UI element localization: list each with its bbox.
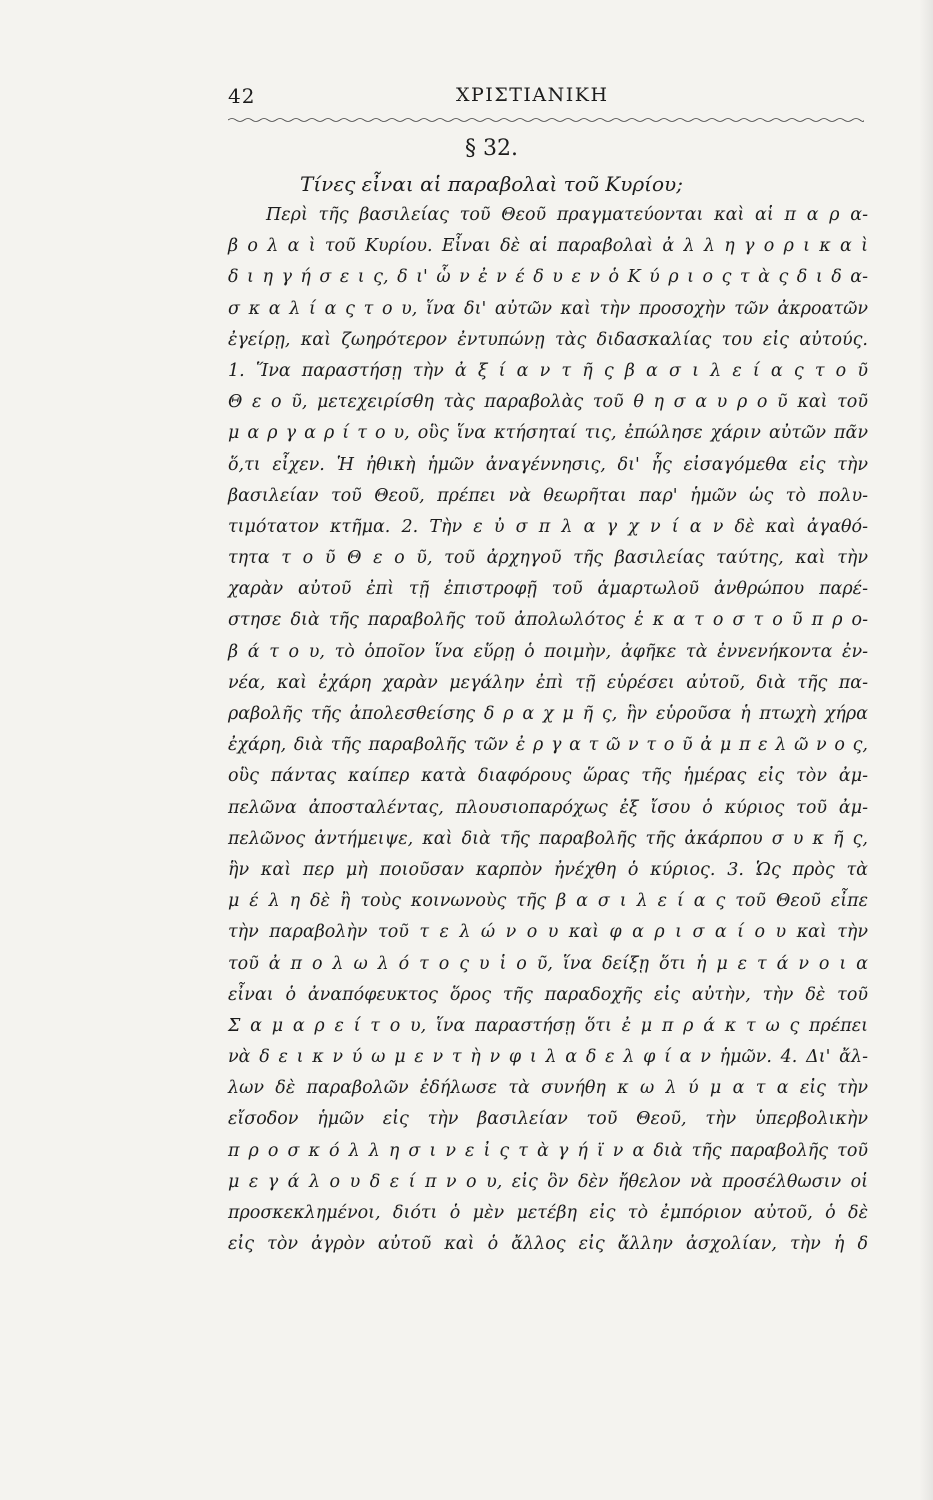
section-number: § 32.: [465, 136, 518, 161]
text-line: ὅ,τι εἶχεν. Ἡ ἠθικὴ ἡμῶν ἀναγέννησις, δι' ἧς εἰσαγόμεθα εἰς τὴν: [228, 454, 868, 475]
section-question: Τίνες εἶναι αἱ παραβολαὶ τοῦ Κυρίου;: [300, 172, 683, 196]
text-line: προσκεκλημένοι, διότι ὁ μὲν μετέβη εἰς τὸ ἐμπόριον αὐτοῦ, ὁ δὲ: [228, 1203, 868, 1223]
text-line: δ ι η γ ή σ ε ι ς, δ ι' ὧ ν ἐ ν έ δ υ ε ν ὁ Κ ύ ρ ι ο ς τ ὰ ς δ ι δ α-: [228, 267, 868, 288]
text-line: πελῶνος ἀντήμειψε, καὶ διὰ τῆς παραβολῆς τῆς ἀκάρπου σ υ κ ῆ ς,: [228, 828, 868, 849]
page-edge: [919, 0, 933, 1500]
text-line: β ά τ ο υ, τὸ ὁποῖον ἵνα εὕρῃ ὁ ποιμὴν, ἀφῆκε τὰ ἐννενήκοντα ἐν-: [228, 641, 868, 662]
text-line: σ κ α λ ί α ς τ ο υ, ἵνα δι' αὐτῶν καὶ τὴν προσοχὴν τῶν ἀκροατῶν: [228, 298, 868, 319]
page-number: 42: [228, 84, 256, 108]
page-header: [228, 84, 864, 114]
text-line: χαρὰν αὐτοῦ ἐπὶ τῇ ἐπιστροφῇ τοῦ ἁμαρτωλοῦ ἀνθρώπου παρέ-: [228, 579, 868, 600]
text-line: μ α ρ γ α ρ ί τ ο υ, οὓς ἵνα κτήσηταί τις, ἐπώλησε χάριν αὐτῶν πᾶν: [228, 423, 868, 444]
text-line: π ρ ο σ κ ό λ λ η σ ι ν ε ἰ ς τ ὰ γ ή ϊ ν α διὰ τῆς παραβολῆς τοῦ: [228, 1140, 868, 1161]
text-line: β ο λ α ὶ τοῦ Κυρίου. Εἶναι δὲ αἱ παραβολαὶ ἀ λ λ η γ ο ρ ι κ α ὶ: [228, 236, 868, 257]
text-line: Περὶ τῆς βασιλείας τοῦ Θεοῦ πραγματεύονται καὶ αἱ π α ρ α-: [266, 205, 868, 225]
wavy-rule: [228, 117, 864, 123]
text-line: βασιλείαν τοῦ Θεοῦ, πρέπει νὰ θεωρῆται παρ' ἡμῶν ὡς τὸ πολυ-: [228, 485, 868, 506]
text-line: τιμότατον κτῆμα. 2. Τὴν ε ὐ σ π λ α γ χ ν ί α ν δὲ καὶ ἀγαθό-: [228, 516, 868, 537]
text-line: νέα, καὶ ἐχάρη χαρὰν μεγάλην ἐπὶ τῇ εὑρέσει αὐτοῦ, διὰ τῆς πα-: [228, 672, 868, 693]
text-line: μ έ λ η δὲ ἢ τοὺς κοινωνοὺς τῆς β α σ ι λ ε ί α ς τοῦ Θεοῦ εἶπε: [228, 891, 868, 912]
text-line: τοῦ ἀ π ο λ ω λ ό τ ο ς υ ἱ ο ῦ, ἵνα δείξῃ ὅτι ἡ μ ε τ ά ν ο ι α: [228, 953, 868, 974]
text-line: ἣν καὶ περ μὴ ποιοῦσαν καρπὸν ἠνέχθη ὁ κύριος. 3. Ὡς πρὸς τὰ: [228, 859, 868, 880]
text-line: τητα τ ο ῦ Θ ε ο ῦ, τοῦ ἀρχηγοῦ τῆς βασιλείας ταύτης, καὶ τὴν: [228, 548, 868, 569]
body-text: [228, 200, 868, 1260]
text-line: ἐγείρῃ, καὶ ζωηρότερον ἐντυπώνῃ τὰς διδασκαλίας του εἰς αὐτούς.: [228, 329, 868, 350]
text-line: νὰ δ ε ι κ ν ύ ω μ ε ν τ ὴ ν φ ι λ α δ ε λ φ ί α ν ἡμῶν. 4. Δι' ἄλ-: [228, 1047, 868, 1068]
text-line: πελῶνα ἀποσταλέντας, πλουσιοπαρόχως ἐξ ἴσου ὁ κύριος τοῦ ἀμ-: [228, 797, 868, 818]
text-line: Θ ε ο ῦ, μετεχειρίσθη τὰς παραβολὰς τοῦ θ η σ α υ ρ ο ῦ καὶ τοῦ: [228, 392, 868, 413]
text-line: εἶναι ὁ ἀναπόφευκτος ὅρος τῆς παραδοχῆς εἰς αὐτὴν, τὴν δὲ τοῦ: [228, 984, 868, 1005]
text-line: οὓς πάντας καίπερ κατὰ διαφόρους ὥρας τῆς ἡμέρας εἰς τὸν ἀμ-: [228, 766, 868, 787]
text-line: ραβολῆς τῆς ἀπολεσθείσης δ ρ α χ μ ῆ ς, ἣν εὑροῦσα ἡ πτωχὴ χήρα: [228, 704, 868, 724]
running-head: ΧΡΙΣΤΙΑΝΙΚΗ: [456, 84, 609, 106]
text-line: ἐχάρη, διὰ τῆς παραβολῆς τῶν ἐ ρ γ α τ ῶ ν τ ο ῦ ἀ μ π ε λ ῶ ν ο ς,: [228, 735, 868, 756]
text-line: μ ε γ ά λ ο υ δ ε ί π ν ο υ, εἰς ὃν δὲν ἤθελον νὰ προσέλθωσιν οἱ: [228, 1171, 868, 1192]
text-line: εἰς τὸν ἀγρὸν αὐτοῦ καὶ ὁ ἄλλος εἰς ἄλλην ἀσχολίαν, τὴν ἡ δ: [228, 1234, 868, 1255]
text-line: τὴν παραβολὴν τοῦ τ ε λ ώ ν ο υ καὶ φ α ρ ι σ α ί ο υ καὶ τὴν: [228, 922, 868, 943]
text-line: λων δὲ παραβολῶν ἐδήλωσε τὰ συνήθη κ ω λ ύ μ α τ α εἰς τὴν: [228, 1078, 868, 1099]
text-line: στησε διὰ τῆς παραβολῆς τοῦ ἀπολωλότος ἑ κ α τ ο σ τ ο ῦ π ρ ο-: [228, 610, 868, 631]
text-line: εἴσοδον ἡμῶν εἰς τὴν βασιλείαν τοῦ Θεοῦ, τὴν ὑπερβολικὴν: [228, 1109, 868, 1130]
text-line: 1. Ἵνα παραστήσῃ τὴν ἀ ξ ί α ν τ ῆ ς β α σ ι λ ε ί α ς τ ο ῦ: [228, 360, 868, 381]
text-line: Σ α μ α ρ ε ί τ ο υ, ἵνα παραστήσῃ ὅτι ἐ μ π ρ ά κ τ ω ς πρέπει: [228, 1015, 868, 1036]
